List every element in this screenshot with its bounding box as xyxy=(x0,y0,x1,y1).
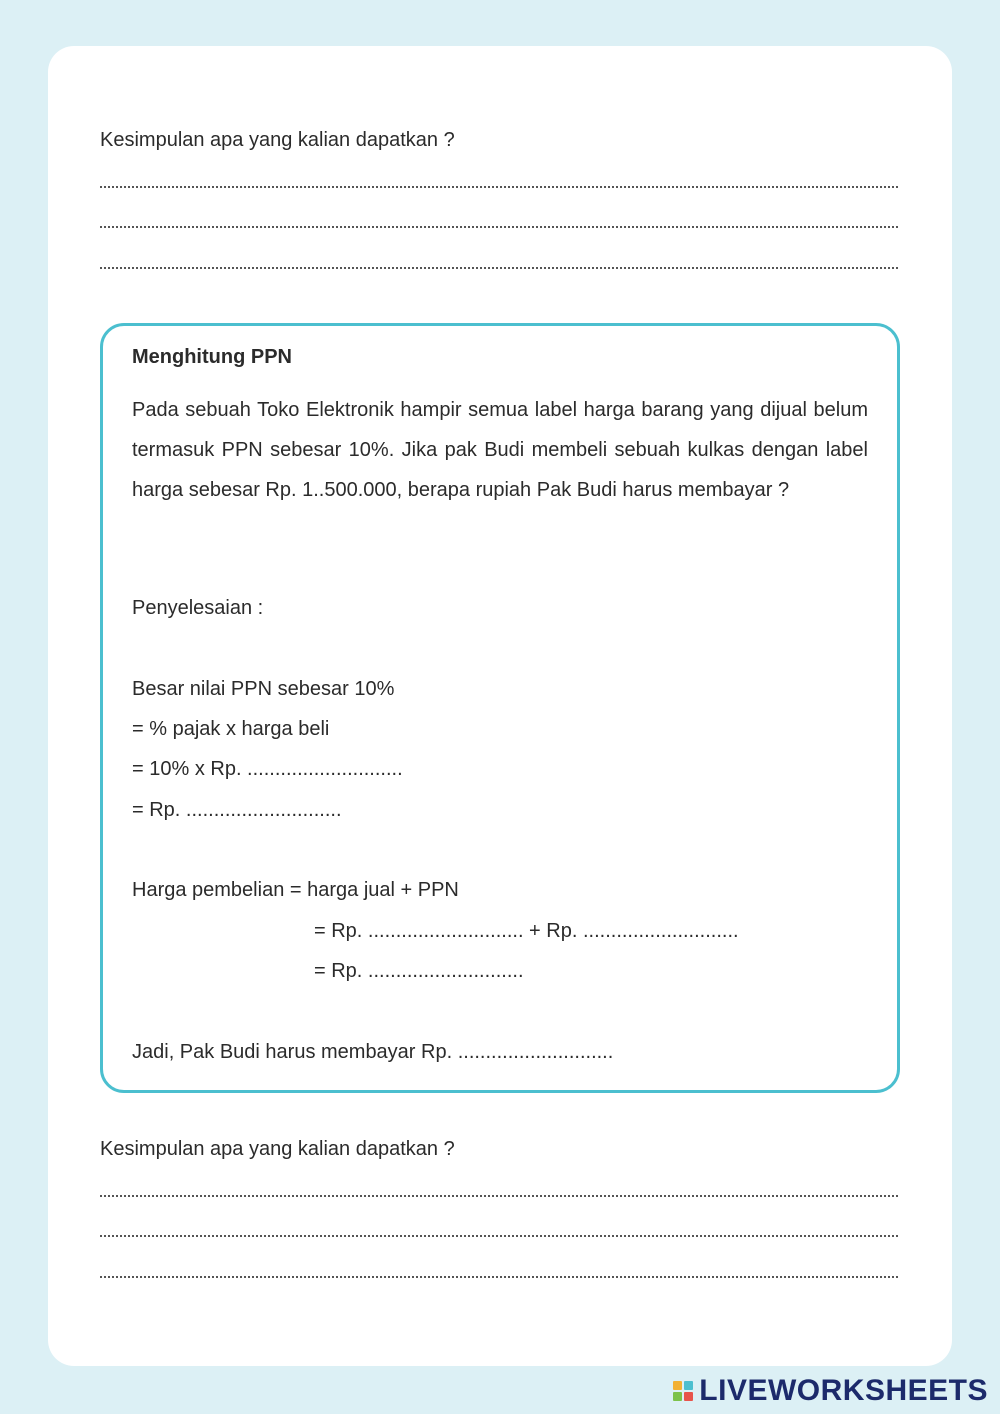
logo-square-icon xyxy=(684,1392,693,1401)
liveworksheets-logo[interactable] xyxy=(673,1374,988,1408)
logo-square-icon xyxy=(673,1381,682,1390)
logo-grid-icon xyxy=(673,1381,693,1401)
logo-text: LIVEWORKSHEETS xyxy=(699,1374,988,1407)
bottom-question: Kesimpulan apa yang kalian dapatkan ? xyxy=(100,1138,455,1160)
purchase-heading: Harga pembelian = harga jual + PPN xyxy=(132,879,459,901)
answer-line-top-3[interactable] xyxy=(100,267,898,269)
purchase-step-2[interactable]: = Rp. ............................ xyxy=(314,960,524,982)
ppn-step-1: = % pajak x harga beli xyxy=(132,718,330,740)
answer-line-top-2[interactable] xyxy=(100,226,898,228)
answer-line-top-1[interactable] xyxy=(100,186,898,188)
box-title: Menghitung PPN xyxy=(132,346,292,368)
ppn-heading: Besar nilai PPN sebesar 10% xyxy=(132,678,395,700)
conclusion-line[interactable]: Jadi, Pak Budi harus membayar Rp. ............................ xyxy=(132,1041,614,1063)
purchase-step-1[interactable]: = Rp. ............................ + Rp. ............................ xyxy=(314,920,739,942)
top-question: Kesimpulan apa yang kalian dapatkan ? xyxy=(100,129,455,151)
ppn-step-2[interactable]: = 10% x Rp. ............................ xyxy=(132,758,403,780)
logo-square-icon xyxy=(684,1381,693,1390)
problem-text: Pada sebuah Toko Elektronik hampir semua label harga barang yang dijual belum termasuk PPN sebesar 10%. Jika pak Budi membeli sebuah kulkas dengan label harga sebesar Rp. 1..500.000, berapa rupiah Pak Budi harus membayar ? xyxy=(132,399,868,501)
answer-line-bottom-1[interactable] xyxy=(100,1195,898,1197)
ppn-step-3[interactable]: = Rp. ............................ xyxy=(132,799,342,821)
solution-label: Penyelesaian : xyxy=(132,597,264,619)
answer-line-bottom-2[interactable] xyxy=(100,1235,898,1237)
answer-line-bottom-3[interactable] xyxy=(100,1276,898,1278)
logo-square-icon xyxy=(673,1392,682,1401)
